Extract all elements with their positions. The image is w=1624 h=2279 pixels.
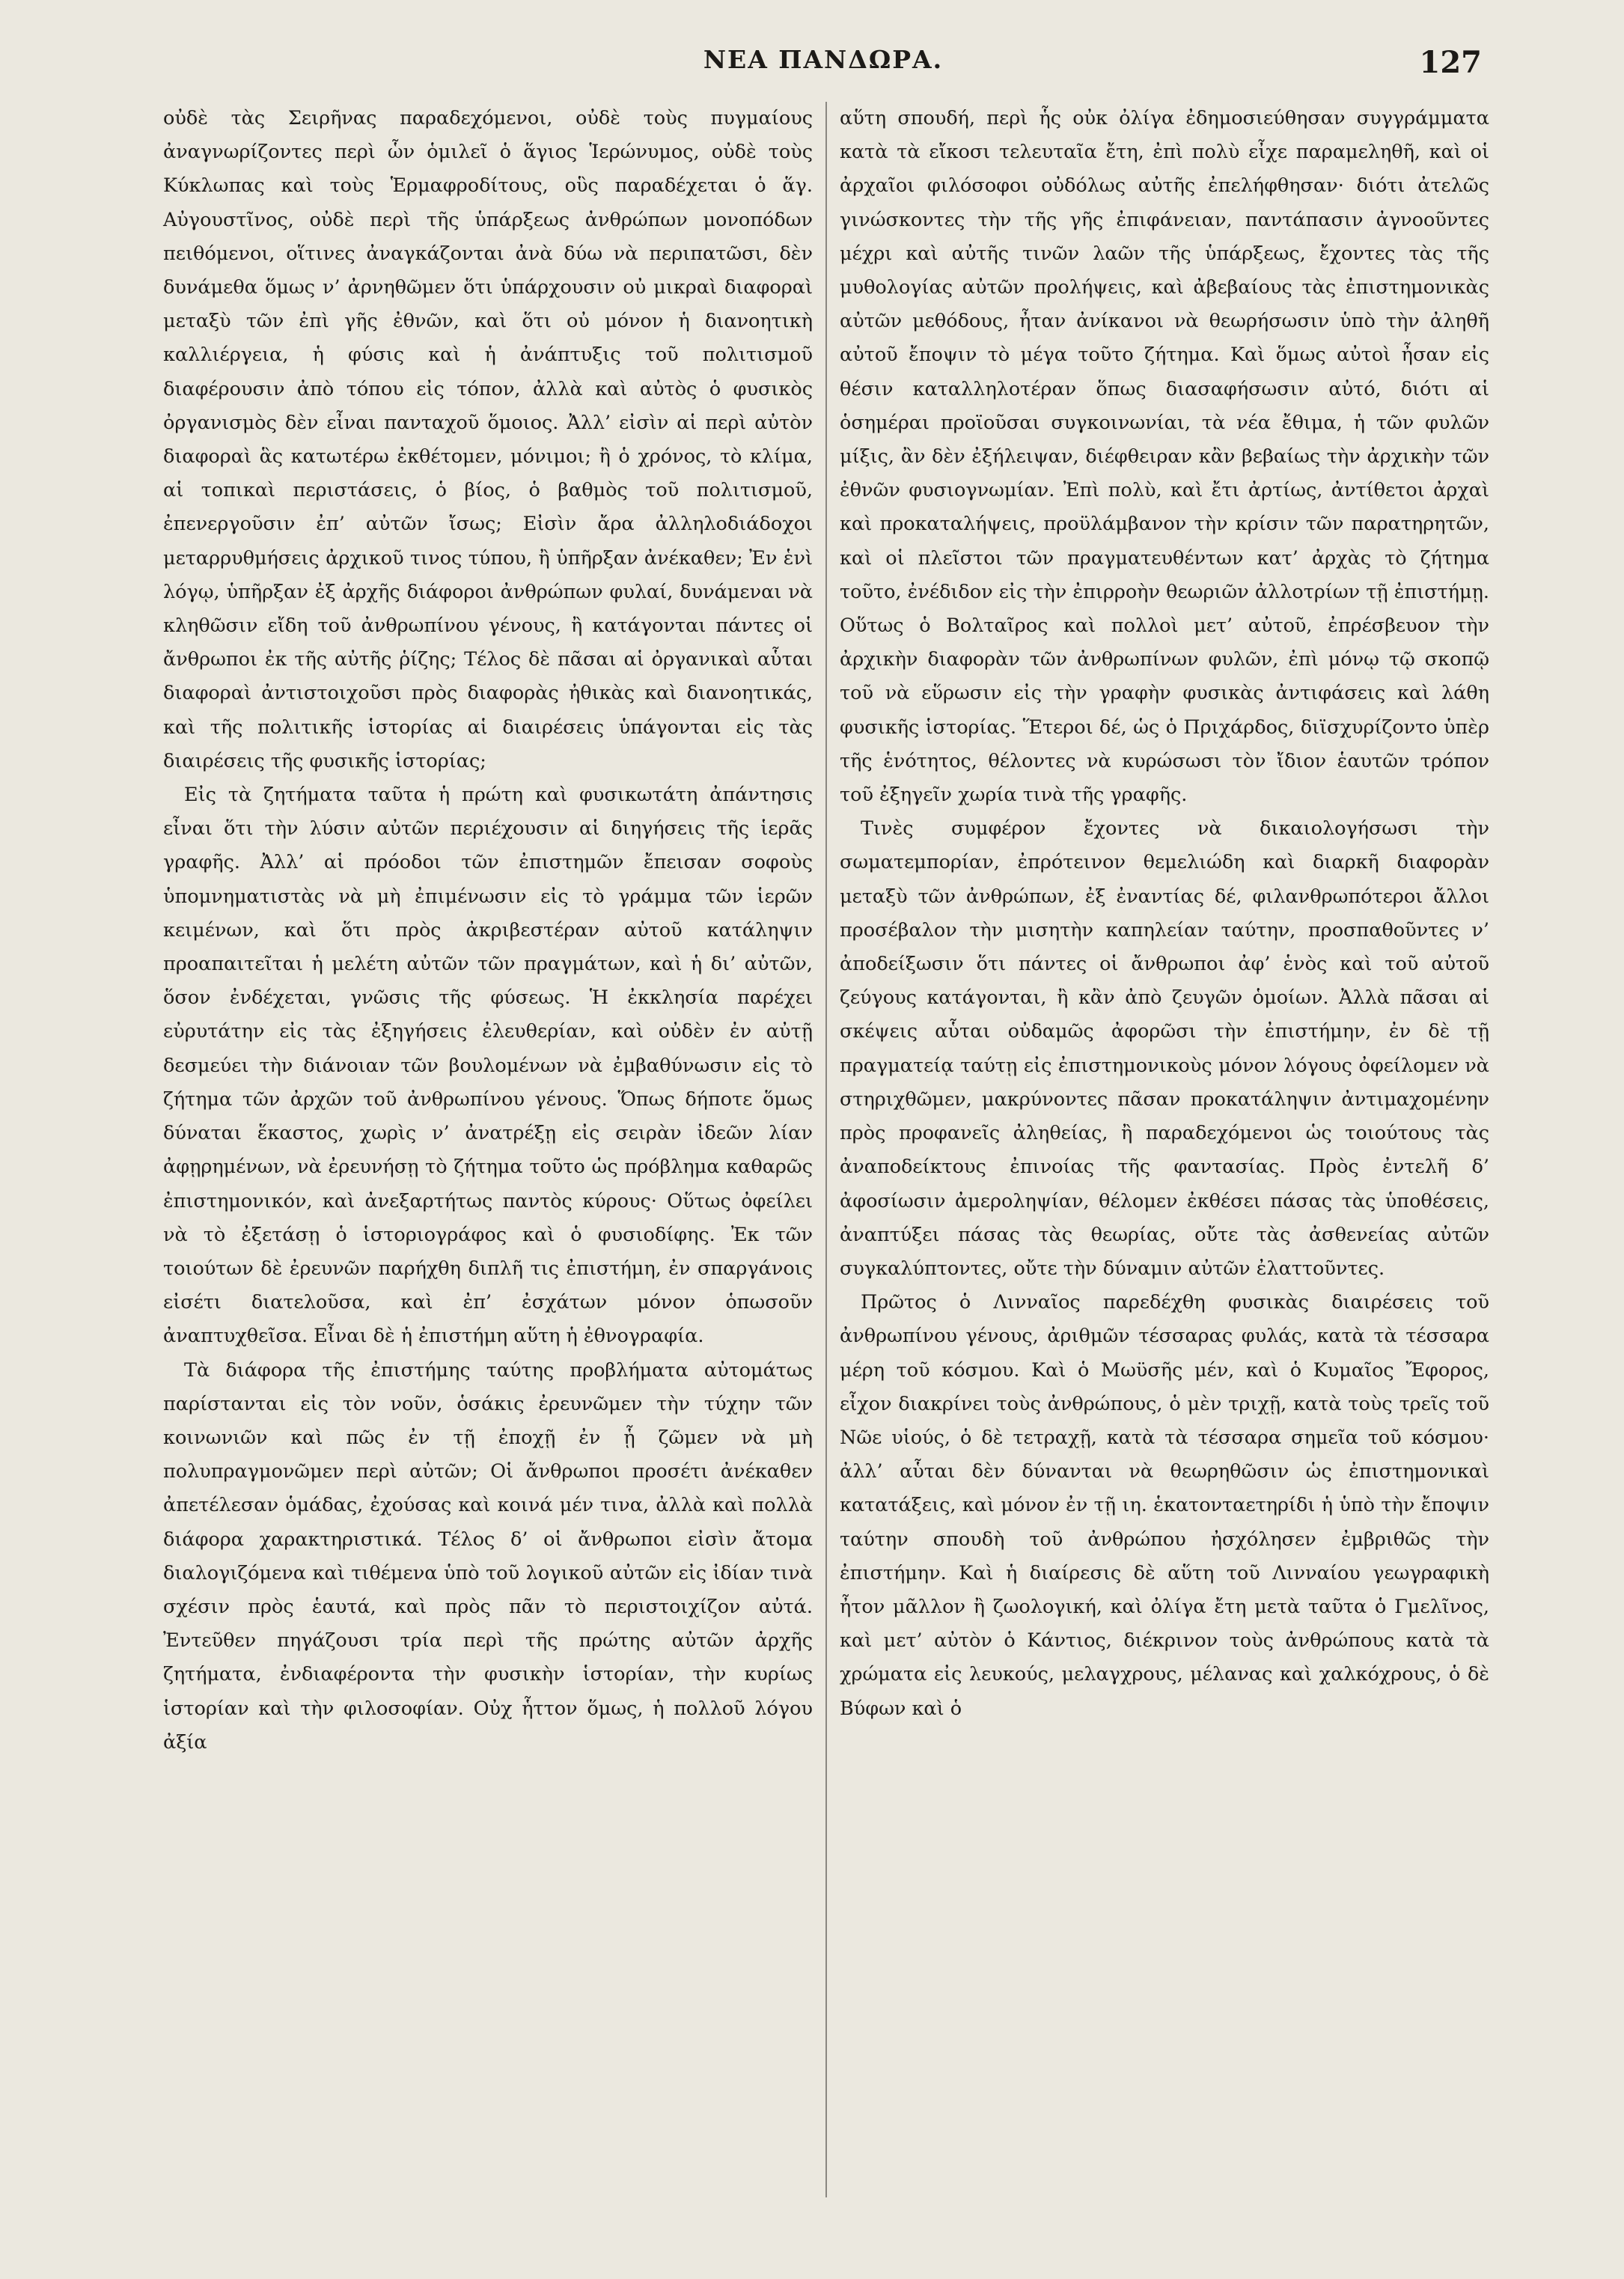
- left-column: [163, 102, 813, 1760]
- paragraph-right-1: αὕτη σπουδή, περὶ ἧς οὐκ ὀλίγα ἐδημοσιεύθησαν συγγράμματα κατὰ τὰ εἴκοσι τελευταῖα ἔτη, ἐπὶ πολὺ εἶχε παραμεληθῆ, καὶ οἱ ἀρχαῖοι φιλόσοφοι οὐδόλως αὐτῆς ἐπελήφθησαν· διότι ἀτελῶς γινώσκοντες τὴν τῆς γῆς ἐπιφάνειαν, παντάπασιν ἀγνοοῦντες μέχρι καὶ αὐτῆς τινῶν λαῶν τῆς ὑπάρξεως, ἔχοντες τὰς τῆς μυθολογίας αὐτῶν προλήψεις, καὶ ἀβεβαίους τὰς ἐπιστημονικὰς αὐτῶν μεθόδους, ἦταν ἀνίκανοι νὰ θεωρήσωσιν ὑπὸ τὴν ἀληθῆ αὐτοῦ ἔποψιν τὸ μέγα τοῦτο ζήτημα. Καὶ ὅμως αὐτοὶ ἦσαν εἰς θέσιν καταλληλοτέραν ὅπως διασαφήσωσιν αὐτό, διότι αἱ ὁσημέραι προϊοῦσαι συγκοινωνίαι, τὰ νέα ἔθιμα, ἡ τῶν φυλῶν μίξις, ἂν δὲν ἐξήλειψαν, διέφθειραν κἂν βεβαίως τὴν ἀρχικὴν τῶν ἐθνῶν φυσιογνωμίαν. Ἐπὶ πολὺ, καὶ ἔτι ἀρτίως, ἀντίθετοι ἀρχαὶ καὶ προκαταλήψεις, προϋλάμβανον τὴν κρίσιν τῶν παρατηρητῶν, καὶ οἱ πλεῖστοι τῶν πραγματευθέντων κατ’ ἀρχὰς τὸ ζήτημα τοῦτο, ἐνέδιδον εἰς τὴν ἐπιρροὴν θεωριῶν ἀλλοτρίων τῇ ἐπιστήμῃ. Οὕτως ὁ Βολταῖρος καὶ πολλοὶ μετ’ αὐτοῦ, ἐπρέσβευον τὴν ἀρχικὴν διαφορὰν τῶν ἀνθρωπίνων φυλῶν, ἐπὶ μόνῳ τῷ σκοπῷ τοῦ νὰ εὕρωσιν εἰς τὴν γραφὴν φυσικὰς ἀντιφάσεις καὶ λάθη φυσικῆς ἱστορίας. Ἕτεροι δέ, ὡς ὁ Πριχάρδος, διϊσχυρίζοντο ὑπὲρ τῆς ἑνότητος, θέλοντες νὰ κυρώσωσι τὸν ἴδιον ἑαυτῶν τρόπον τοῦ ἐξηγεῖν χωρία τινὰ τῆς γραφῆς.: [840, 107, 1489, 807]
- page-header: [165, 45, 1482, 90]
- paragraph-right-2: Τινὲς συμφέρον ἔχοντες νὰ δικαιολογήσωσι τὴν σωματεμπορίαν, ἐπρότεινον θεμελιώδη καὶ διαρκῆ διαφορὰν μεταξὺ τῶν ἀνθρώπων, ἐξ ἐναντίας δέ, φιλανθρωπότεροι ἄλλοι προσέβαλον τὴν μισητὴν καπηλείαν ταύτην, προσπαθοῦντες ν’ ἀποδείξωσιν ὅτι πάντες οἱ ἄνθρωποι ἀφ’ ἑνὸς καὶ τοῦ αὐτοῦ ζεύγους κατάγονται, ἢ κἂν ἀπὸ ζευγῶν ὁμοίων. Ἀλλὰ πᾶσαι αἱ σκέψεις αὗται οὐδαμῶς ἀφορῶσι τὴν ἐπιστήμην, ἐν δὲ τῇ πραγματείᾳ ταύτῃ εἰς ἐπιστημονικοὺς μόνον λόγους ὀφείλομεν νὰ στηριχθῶμεν, μακρύνοντες πᾶσαν προκατάληψιν ἀντιμαχομένην πρὸς προφανεῖς ἀληθείας, ἢ παραδεχόμενοι ὡς τοιούτους τὰς ἀναποδείκτους ἐπινοίας τῆς φαντασίας. Πρὸς ἐντελῆ δ’ ἀφοσίωσιν ἀμεροληψίαν, θέλομεν ἐκθέσει πάσας τὰς ὑποθέσεις, ἀναπτύξει πάσας τὰς θεωρίας, οὔτε τὰς ἀσθενείας αὐτῶν συγκαλύπτοντες, οὔτε τὴν δύναμιν αὐτῶν ἐλαττοῦντες.: [840, 817, 1489, 1280]
- paragraph-right-3: Πρῶτος ὁ Λινναῖος παρεδέχθη φυσικὰς διαιρέσεις τοῦ ἀνθρωπίνου γένους, ἀριθμῶν τέσσαρας φυλάς, κατὰ τὰ τέσσαρα μέρη τοῦ κόσμου. Καὶ ὁ Μωϋσῆς μέν, καὶ ὁ Κυμαῖος Ἔφορος, εἶχον διακρίνει τοὺς ἀνθρώπους, ὁ μὲν τριχῇ, κατὰ τοὺς τρεῖς τοῦ Νῶε υἱούς, ὁ δὲ τετραχῇ, κατὰ τὰ τέσσαρα σημεῖα τοῦ κόσμου· ἀλλ’ αὗται δὲν δύνανται νὰ θεωρηθῶσιν ὡς ἐπιστημονικαὶ κατατάξεις, καὶ μόνον ἐν τῇ ιη. ἑκατονταετηρίδι ἡ ὑπὸ τὴν ἔποψιν ταύτην σπουδὴ τοῦ ἀνθρώπου ἠσχόλησεν ἐμβριθῶς τὴν ἐπιστήμην. Καὶ ἡ διαίρεσις δὲ αὕτη τοῦ Λινναίου γεωγραφικὴ ἦτον μᾶλλον ἢ ζωολογική, καὶ ὀλίγα ἔτη μετὰ ταῦτα ὁ Γμελῖνος, καὶ μετ’ αὐτὸν ὁ Κάντιος, διέκρινον τοὺς ἀνθρώπους κατὰ τὰ χρώματα εἰς λευκούς, μελαγχρους, μέλανας καὶ χαλκόχρους, ὁ δὲ Βύφων καὶ ὁ: [840, 1291, 1489, 1720]
- column-divider: [825, 102, 827, 2197]
- paragraph-left-3: Τὰ διάφορα τῆς ἐπιστήμης ταύτης προβλήματα αὐτομάτως παρίστανται εἰς τὸν νοῦν, ὁσάκις ἐρευνῶμεν τὴν τύχην τῶν κοινωνιῶν καὶ πῶς ἐν τῇ ἐποχῇ ἐν ᾗ ζῶμεν νὰ μὴ πολυπραγμονῶμεν περὶ αὐτῶν; Οἱ ἄνθρωποι προσέτι ἀνέκαθεν ἀπετέλεσαν ὁμάδας, ἐχούσας καὶ κοινά μέν τινα, ἀλλὰ καὶ πολλὰ διάφορα χαρακτηριστικά. Τέλος δ’ οἱ ἄνθρωποι εἰσὶν ἄτομα διαλογιζόμενα καὶ τιθέμενα ὑπὸ τοῦ λογικοῦ αὐτῶν εἰς ἰδίαν τινὰ σχέσιν πρὸς ἑαυτά, καὶ πρὸς πᾶν τὸ περιστοιχίζον αὐτά. Ἐντεῦθεν πηγάζουσι τρία περὶ τῆς πρώτης αὐτῶν ἀρχῆς ζητήματα, ἐνδιαφέροντα τὴν φυσικὴν ἱστορίαν, τὴν κυρίως ἱστορίαν καὶ τὴν φιλοσοφίαν. Οὐχ ἧττον ὅμως, ἡ πολλοῦ λόγου ἀξία: [163, 1358, 813, 1754]
- paragraph-left-1: οὐδὲ τὰς Σειρῆνας παραδεχόμενοι, οὐδὲ τοὺς πυγμαίους ἀναγνωρίζοντες περὶ ὧν ὁμιλεῖ ὁ ἅγιος Ἱερώνυμος, οὐδὲ τοὺς Κύκλωπας καὶ τοὺς Ἑρμαφροδίτους, οὓς παραδέχεται ὁ ἅγ. Αὐγουστῖνος, οὐδὲ περὶ τῆς ὑπάρξεως ἀνθρώπων μονοπόδων πειθόμενοι, οἵτινες ἀναγκάζονται ἀνὰ δύω νὰ περιπατῶσι, δὲν δυνάμεθα ὅμως ν’ ἀρνηθῶμεν ὅτι ὑπάρχουσιν οὐ μικραὶ διαφοραὶ μεταξὺ τῶν ἐπὶ γῆς ἐθνῶν, καὶ ὅτι οὐ μόνον ἡ διανοητικὴ καλλιέργεια, ἡ φύσις καὶ ἡ ἀνάπτυξις τοῦ πολιτισμοῦ διαφέρουσιν ἀπὸ τόπου εἰς τόπον, ἀλλὰ καὶ αὐτὸς ὁ φυσικὸς ὀργανισμὸς δὲν εἶναι πανταχοῦ ὅμοιος. Ἀλλ’ εἰσὶν αἱ περὶ αὐτὸν διαφοραὶ ἃς κατωτέρω ἐκθέτομεν, μόνιμοι; ἢ ὁ χρόνος, τὸ κλίμα, αἱ τοπικαὶ περιστάσεις, ὁ βίος, ὁ βαθμὸς τοῦ πολιτισμοῦ, ἐπενεργοῦσιν ἐπ’ αὐτῶν ἴσως; Εἰσὶν ἄρα ἀλληλοδιάδοχοι μεταρρυθμήσεις ἀρχικοῦ τινος τύπου, ἢ ὑπῆρξαν ἀνέκαθεν; Ἐν ἑνὶ λόγῳ, ὑπῆρξαν ἐξ ἀρχῆς διάφοροι ἀνθρώπων φυλαί, δυνάμεναι νὰ κληθῶσιν εἴδη τοῦ ἀνθρωπίνου γένους, ἢ κατάγονται πάντες οἱ ἄνθρωποι ἐκ τῆς αὐτῆς ῥίζης; Τέλος δὲ πᾶσαι αἱ ὀργανικαὶ αὗται διαφοραὶ ἀντιστοιχοῦσι πρὸς διαφορὰς ἠθικὰς καὶ διανοητικάς, καὶ τῆς πολιτικῆς ἱστορίας αἱ διαιρέσεις ὑπάγονται εἰς τὰς διαιρέσεις τῆς φυσικῆς ἱστορίας;: [163, 107, 813, 772]
- page-number: 127: [1419, 45, 1482, 80]
- right-column: [840, 102, 1489, 1726]
- paragraph-left-2: Εἰς τὰ ζητήματα ταῦτα ἡ πρώτη καὶ φυσικωτάτη ἀπάντησις εἶναι ὅτι τὴν λύσιν αὐτῶν περιέχουσιν αἱ διηγήσεις τῆς ἱερᾶς γραφῆς. Ἀλλ’ αἱ πρόοδοι τῶν ἐπιστημῶν ἔπεισαν σοφοὺς ὑπομνηματιστὰς νὰ μὴ ἐπιμένωσιν εἰς τὸ γράμμα τῶν ἱερῶν κειμένων, καὶ ὅτι πρὸς ἀκριβεστέραν αὐτοῦ κατάληψιν προαπαιτεῖται ἡ μελέτη αὐτῶν τῶν πραγμάτων, καὶ ἡ δι’ αὐτῶν, ὅσον ἐνδέχεται, γνῶσις τῆς φύσεως. Ἡ ἐκκλησία παρέχει εὐρυτάτην εἰς τὰς ἐξηγήσεις ἐλευθερίαν, καὶ οὐδὲν ἐν αὐτῇ δεσμεύει τὴν διάνοιαν τῶν βουλομένων νὰ ἐμβαθύνωσιν εἰς τὸ ζήτημα τῶν ἀρχῶν τοῦ ἀνθρωπίνου γένους. Ὅπως δήποτε ὅμως δύναται ἕκαστος, χωρὶς ν’ ἀνατρέξῃ εἰς σειρὰν ἰδεῶν λίαν ἀφῃρημένων, νὰ ἐρευνήσῃ τὸ ζήτημα τοῦτο ὡς πρόβλημα καθαρῶς ἐπιστημονικόν, καὶ ἀνεξαρτήτως παντὸς κύρους· Οὕτως ὀφείλει νὰ τὸ ἐξετάσῃ ὁ ἱστοριογράφος καὶ ὁ φυσιοδίφης. Ἐκ τῶν τοιούτων δὲ ἐρευνῶν παρήχθη διπλῆ τις ἐπιστήμη, ἐν σπαργάνοις εἰσέτι διατελοῦσα, καὶ ἐπ’ ἐσχάτων μόνον ὁπωσοῦν ἀναπτυχθεῖσα. Εἶναι δὲ ἡ ἐπιστήμη αὕτη ἡ ἐθνογραφία.: [163, 784, 813, 1348]
- running-title: ΝΕΑ ΠΑΝΔΩΡΑ.: [703, 45, 944, 74]
- two-column-body: [163, 102, 1489, 2197]
